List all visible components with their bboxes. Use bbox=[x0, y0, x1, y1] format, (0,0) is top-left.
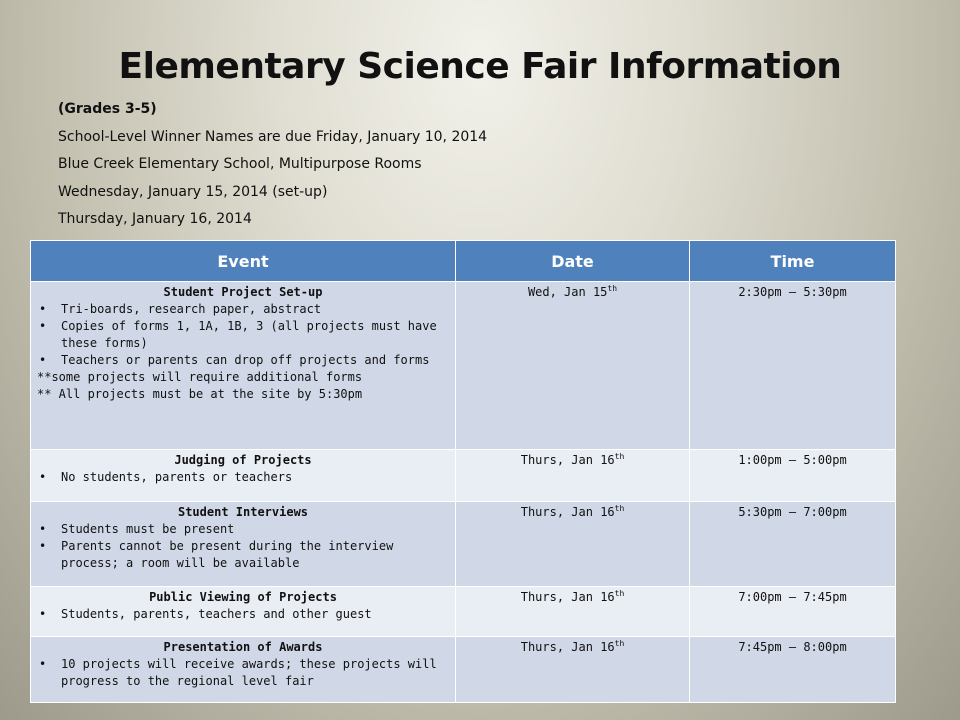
bullet-text: No students, parents or teachers bbox=[61, 470, 293, 484]
note-line: ** All projects must be at the site by 5:30pm bbox=[37, 387, 363, 401]
event-cell bbox=[31, 502, 456, 587]
grades-line: (Grades 3-5) bbox=[58, 101, 157, 117]
date-cell bbox=[456, 637, 690, 703]
time-column-header: Time bbox=[690, 241, 896, 282]
bullet-icon: • bbox=[39, 302, 47, 316]
event-title: Student Interviews bbox=[177, 505, 309, 519]
event-title: Presentation of Awards bbox=[163, 640, 323, 654]
time-cell: 7:00pm – 7:45pm bbox=[690, 587, 896, 637]
time-cell: 5:30pm – 7:00pm bbox=[690, 502, 896, 587]
list-item bbox=[37, 538, 449, 572]
time-cell: 2:30pm – 5:30pm bbox=[690, 282, 896, 450]
table-row bbox=[31, 587, 896, 637]
date-text: Thurs, Jan 16 bbox=[520, 640, 615, 654]
date-suffix: th bbox=[614, 639, 625, 648]
date-suffix: th bbox=[614, 452, 625, 461]
bullet-text: 10 projects will receive awards; these projects will progress to the regional level fair bbox=[61, 657, 437, 688]
event-title: Judging of Projects bbox=[174, 453, 312, 467]
date-cell bbox=[456, 450, 690, 502]
list-item bbox=[37, 606, 449, 623]
table-row bbox=[31, 502, 896, 587]
date-column-header: Date bbox=[456, 241, 690, 282]
note-line: **some projects will require additional forms bbox=[37, 370, 363, 384]
event-column-header: Event bbox=[31, 241, 456, 282]
table-row bbox=[31, 450, 896, 502]
table-row bbox=[31, 637, 896, 703]
bullet-icon: • bbox=[39, 657, 47, 671]
table-header-row bbox=[31, 241, 896, 282]
page-title: Elementary Science Fair Information bbox=[118, 46, 842, 87]
date-suffix: th bbox=[607, 284, 618, 293]
time-cell: 1:00pm – 5:00pm bbox=[690, 450, 896, 502]
bullet-text: Students, parents, teachers and other guest bbox=[61, 607, 372, 621]
bullet-text: Copies of forms 1, 1A, 1B, 3 (all projects must have these forms) bbox=[61, 319, 437, 350]
event-title: Student Project Set-up bbox=[163, 285, 323, 299]
date-text: Thurs, Jan 16 bbox=[520, 590, 615, 604]
date-text: Thurs, Jan 16 bbox=[520, 453, 615, 467]
bullet-icon: • bbox=[39, 353, 47, 367]
bullet-text: Tri-boards, research paper, abstract bbox=[61, 302, 322, 316]
setup-date-line: Wednesday, January 15, 2014 (set-up) bbox=[58, 183, 328, 200]
list-item bbox=[37, 656, 449, 690]
bullet-text: Teachers or parents can drop off projects and forms bbox=[61, 353, 430, 367]
list-item bbox=[37, 521, 449, 538]
schedule-table bbox=[30, 240, 896, 703]
list-item bbox=[37, 352, 449, 369]
list-item bbox=[37, 301, 449, 318]
date-suffix: th bbox=[614, 504, 625, 513]
time-cell: 7:45pm – 8:00pm bbox=[690, 637, 896, 703]
bullet-icon: • bbox=[39, 607, 47, 621]
event-cell bbox=[31, 587, 456, 637]
bullet-icon: • bbox=[39, 470, 47, 484]
date-cell bbox=[456, 502, 690, 587]
list-item bbox=[37, 469, 449, 486]
bullet-text: Students must be present bbox=[61, 522, 235, 536]
list-item bbox=[37, 318, 449, 352]
info-block bbox=[58, 96, 487, 234]
date-text: Thurs, Jan 16 bbox=[520, 505, 615, 519]
date-cell bbox=[456, 587, 690, 637]
location-line: Blue Creek Elementary School, Multipurpose Rooms bbox=[58, 156, 422, 172]
event-cell bbox=[31, 637, 456, 703]
bullet-text: Parents cannot be present during the interview process; a room will be available bbox=[61, 539, 394, 570]
event-cell bbox=[31, 282, 456, 450]
date-text: Wed, Jan 15 bbox=[527, 285, 608, 299]
bullet-icon: • bbox=[39, 522, 47, 536]
table-row bbox=[31, 282, 896, 450]
fair-date-line: Thursday, January 16, 2014 bbox=[58, 211, 252, 227]
event-title: Public Viewing of Projects bbox=[149, 590, 337, 604]
date-cell bbox=[456, 282, 690, 450]
winners-due-line: School-Level Winner Names are due Friday, January 10, 2014 bbox=[58, 128, 488, 145]
bullet-icon: • bbox=[39, 319, 47, 333]
bullet-icon: • bbox=[39, 539, 47, 553]
event-cell bbox=[31, 450, 456, 502]
date-suffix: th bbox=[614, 589, 625, 598]
